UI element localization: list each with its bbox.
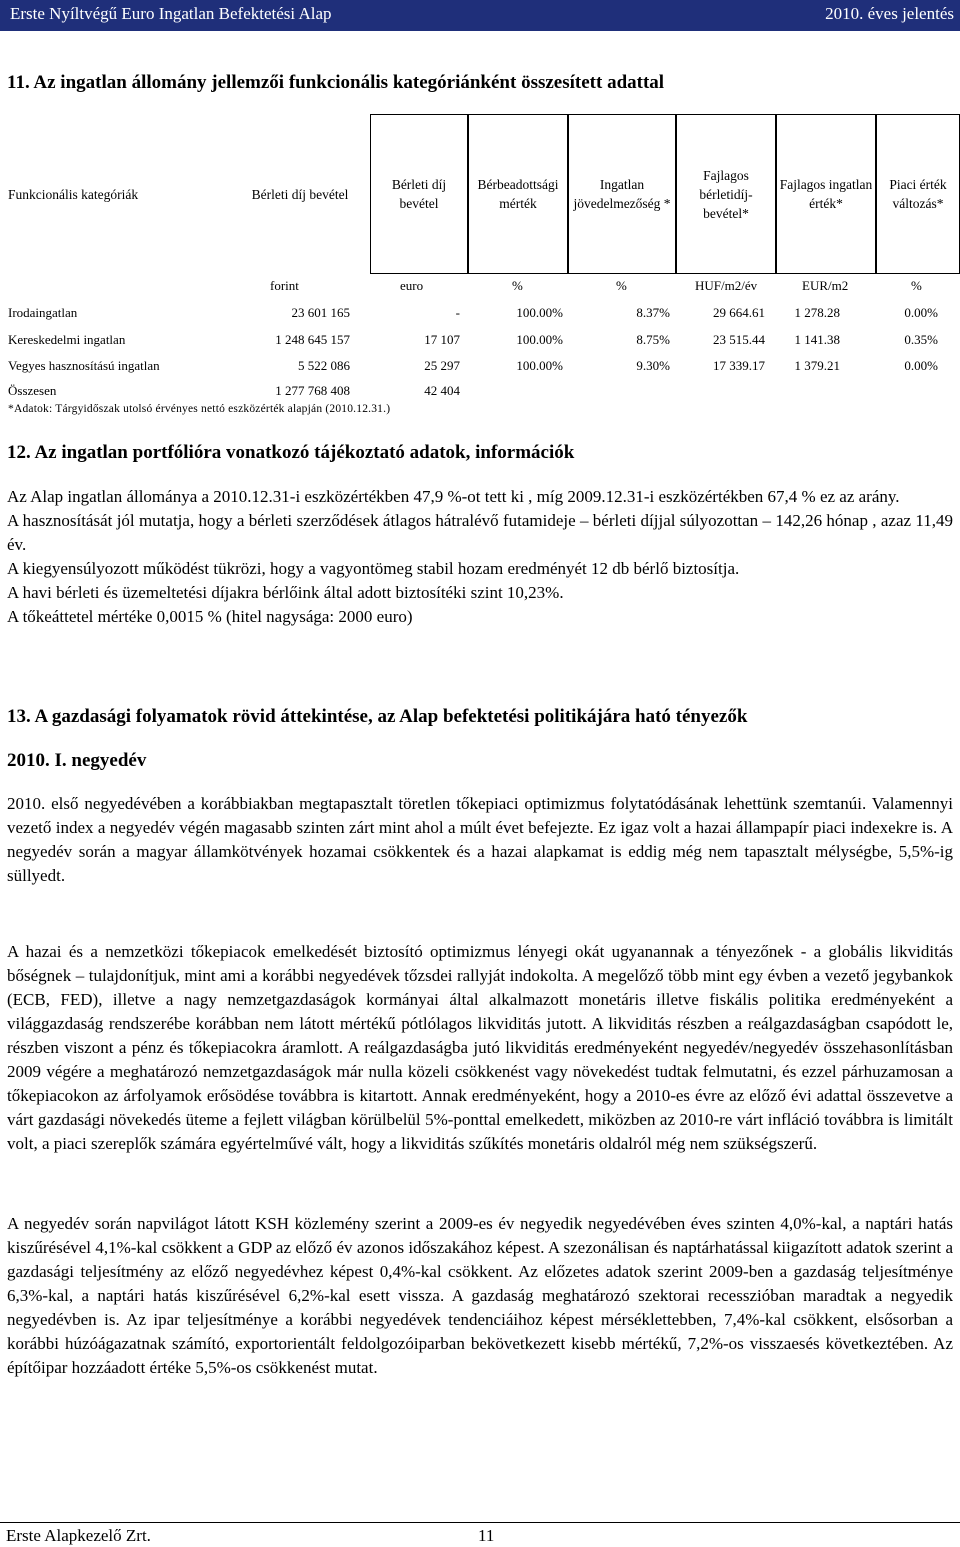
units-row	[0, 276, 960, 298]
unit-cell: %	[911, 278, 922, 293]
cell: 8.37%	[636, 305, 670, 320]
unit-cell: EUR/m2	[802, 278, 849, 293]
cell: 5 522 086	[298, 358, 350, 373]
unit-cell: %	[616, 278, 627, 293]
cell: 17 107	[424, 332, 460, 347]
paragraph: A kiegyensúlyozott működést tükrözi, hogy a vagyontömeg stabil hozam eredményét 12 db bérlő biztosítja.	[7, 559, 740, 578]
cell: 100.00%	[516, 305, 563, 320]
cell: 100.00%	[516, 358, 563, 373]
cell: 23 515.44	[713, 332, 765, 347]
col-header-yield: Ingatlan jövedelmezőség *	[568, 114, 676, 274]
row-name: Összesen	[8, 383, 57, 398]
cell: 1 379.21	[794, 358, 840, 373]
section-12-title: 12. Az ingatlan portfólióra vonatkozó tájékoztató adatok, információk	[7, 442, 575, 463]
section-13-paragraph-2: A hazai és a nemzetközi tőkepiacok emelkedését biztosító optimizmus lényegi okát ugyanannak a tényezőnek - a globális likviditás bőségnek – tulajdonítjuk, mint ami a korábbi negyedévek tőzsdei rallyját indokolta. A megelőző több mint egy évben a vezető jegybankok (ECB, FED), illetve a nagy nemzetgazdaságok kormányai által alkalmazott monetáris illetve fiskális politika eredményeként a világgazdaság rendszerébe korábban nem látott mértékű pótlólagos likviditás jutott. A likviditás részben a reálgazdaságban csapódott le, részben viszont a pénz és tőkepiacokra áramlott. A reálgazdaságba jutó likviditás eredményeként negyedév/negyedév összehasonlításban 2009 végére a meghatározó nemzetgazdaságok már nulla közeli csökkenést vagy növekedést tudtak felmutatni, és ezzel párhuzamosan a tőkepiacokon az árfolyamok erősödése továbbra is kitartott. Annak eredményeként, hogy a 2010-es évre az előző évi adattal összevetve a várt gazdasági növekedés üteme a fejlett világban körülbelül 5%-ponttal emelkedett, miközben az 2010-re várt infláció továbbra is limitált volt, a piaci szereplők számára egyértelművé vált, hogy a likviditás szűkítés monetáris oldalról még nem szükségszerű.	[7, 942, 953, 1153]
cell: 0.00%	[904, 305, 938, 320]
unit-cell: HUF/m2/év	[695, 278, 758, 293]
section-13-title: 13. A gazdasági folyamatok rövid áttekintése, az Alap befektetési politikájára ható tényezők	[7, 706, 748, 727]
page-number: 11	[478, 1526, 495, 1545]
cell: 23 601 165	[291, 305, 350, 320]
table-row-total	[0, 381, 960, 403]
section-13-paragraph-1: 2010. első negyedévében a korábbiakban megtapasztalt töretlen tőkepiaci optimizmus folytatódásának lehettünk szemtanúi. Valamennyi vezető index a negyedév végén magasabb szinten zárt mint ahol a múlt évet befejezte. Ez igaz volt a hazai állampapír piaci indexekre is. A negyedév során a magyar államkötvények hozamai csökkentek és a hazai alapkamat is eddig még nem tapasztalt mélységbe, 5,5%-ig süllyedt.	[7, 794, 953, 885]
cell: 29 664.61	[713, 305, 765, 320]
table-header	[0, 114, 960, 274]
cell: 1 277 768 408	[275, 383, 350, 398]
cell: 100.00%	[516, 332, 563, 347]
paragraph: A havi bérleti és üzemeltetési díjakra bérlőink által adott biztosítéki szint 10,23%.	[7, 583, 564, 602]
cell: 0.00%	[904, 358, 938, 373]
unit-cell: %	[512, 278, 523, 293]
row-name: Vegyes hasznosítású ingatlan	[8, 358, 160, 373]
cell: 42 404	[424, 383, 460, 398]
row-name: Kereskedelmi ingatlan	[8, 332, 126, 347]
cell: 1 248 645 157	[275, 332, 350, 347]
row-name: Irodaingatlan	[8, 305, 78, 320]
cell: 25 297	[424, 358, 460, 373]
cell: 0.35%	[904, 332, 938, 347]
cell: 17 339.17	[713, 358, 765, 373]
paragraph: A hasznosítását jól mutatja, hogy a bérleti szerződések átlagos hátralévő futamideje – bérleti díjjal súlyozottan – 142,26 hónap , azaz 11,49 év.	[7, 511, 953, 554]
section-12-body	[7, 485, 953, 629]
paragraph: Az Alap ingatlan állománya a 2010.12.31-i eszközértékben 47,9 %-ot tett ki , míg 2009.12.31-i eszközértékben 67,4 % ez az arány.	[7, 487, 900, 506]
cell: 9.30%	[636, 358, 670, 373]
cell: -	[455, 305, 460, 320]
col-header-rent-huf: Bérleti díj bevétel	[251, 186, 349, 202]
col-header-category: Funkcionális kategóriák	[8, 186, 139, 202]
col-header-specific-value: Fajlagos ingatlan érték*	[776, 114, 876, 274]
section-13-paragraph-3: A negyedév során napvilágot látott KSH közlemény szerint a 2009-es év negyedik negyedévében éves szinten 4,0%-kal, a naptári hatás kiszűrésével 4,1%-kal csökkent a GDP az előző év azonos időszakához képest. A szezonálisan és naptárhatással kiigazított adatok szerint a gazdasági teljesítmény az előző negyedévhez képest 0,4%-kal csökkent. Az előzetes adatok szerint 2009-ben a gazdaság teljesítménye 6,3%-kal, a naptári hatás kiszűrésével 6,2%-kal esett vissza. A gazdaság meghatározó szektorai recesszióban maradtak a negyedik negyedévben is. Az ipar teljesítménye a korábbi negyedévek tendenciáihoz képest mérséklettebben, 7,4%-kal csökkent, elsősorban a korábbi húzóágazatnak számító, exportorientált feldolgozóiparban bekövetkezett kisebb mértékű, 7,2%-os visszaesés következtében. Az építőipar hozzáadott értéke 5,5%-os csökkenést mutat.	[7, 1214, 953, 1377]
col-header-specific-rent: Fajlagos bérletidíj-bevétel*	[676, 114, 776, 274]
table-footnote: *Adatok: Tárgyidőszak utolsó érvényes nettó eszközérték alapján (2010.12.31.)	[8, 403, 391, 415]
unit-cell: euro	[400, 278, 424, 293]
section-11-title: 11. Az ingatlan állomány jellemzői funkcionális kategóriánként összesített adattal	[7, 72, 665, 93]
table-row	[0, 303, 960, 325]
table-row	[0, 330, 960, 352]
cell: 1 141.38	[794, 332, 840, 347]
col-header-occupancy: Bérbeadottsági mérték	[468, 114, 568, 274]
page-header	[0, 0, 960, 31]
cell: 1 278.28	[794, 305, 840, 320]
header-fund-name: Erste Nyíltvégű Euro Ingatlan Befektetési Alap	[10, 4, 332, 23]
page-footer	[0, 1522, 960, 1547]
section-13-subtitle: 2010. I. negyedév	[7, 750, 147, 771]
unit-cell: forint	[270, 278, 299, 293]
table-row	[0, 356, 960, 378]
col-header-rent-eur: Bérleti díj bevétel	[370, 114, 468, 274]
header-report-name: 2010. éves jelentés	[825, 4, 954, 23]
col-header-market-change: Piaci érték változás*	[876, 114, 960, 274]
footer-company: Erste Alapkezelő Zrt.	[6, 1526, 151, 1545]
cell: 8.75%	[636, 332, 670, 347]
paragraph: A tőkeáttetel mértéke 0,0015 % (hitel nagysága: 2000 euro)	[7, 607, 413, 626]
